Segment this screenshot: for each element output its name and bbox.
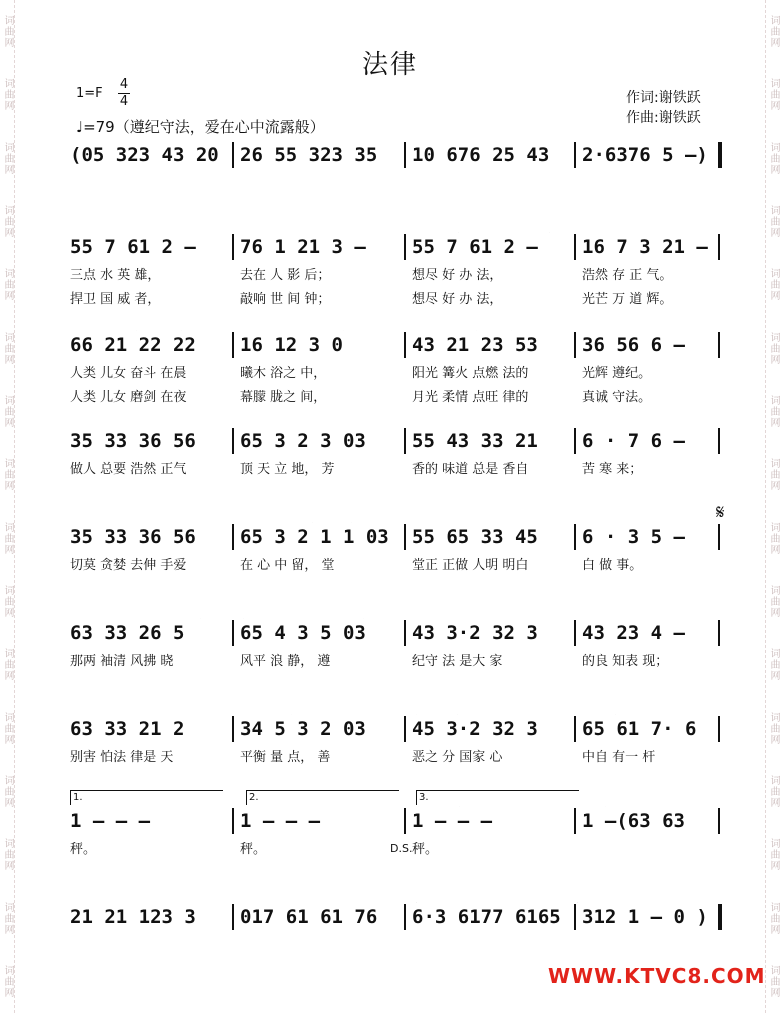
lyric-segment: 想尽 好 办 法， <box>412 268 503 283</box>
measure: 16 12 3 0 <box>240 334 343 356</box>
lyric-segment: 香的 味道 总是 香自 <box>412 462 529 477</box>
measure: 1 – – – <box>412 810 493 832</box>
lyric-segment: 秤。 <box>70 842 97 857</box>
side-watermark-text: 词曲网 <box>768 774 779 808</box>
notation-line <box>66 232 726 262</box>
side-watermark-text: 词曲网 <box>2 395 13 429</box>
side-watermark-text: 词曲网 <box>2 584 13 618</box>
measure: 6 · 7 6 – <box>582 430 685 452</box>
lyric-segment: 浩然 存 正 气。 <box>582 268 673 283</box>
volta-bracket: 1. <box>70 790 223 805</box>
lyric-segment: 堂正 正做 人明 明白 <box>412 558 529 573</box>
measure: 65 4 3 5 03 <box>240 622 366 644</box>
lyric-segment: 顶 天 立 地， 芳 <box>240 462 335 477</box>
side-watermark-text: 词曲网 <box>2 648 13 682</box>
barline <box>718 904 722 930</box>
lyric-segment: 平衡 量 点， 善 <box>240 750 331 765</box>
lyrics-line <box>66 840 726 860</box>
barline <box>574 142 576 168</box>
slur-mark <box>458 232 550 239</box>
barline <box>574 428 576 454</box>
volta-bracket: 2. <box>246 790 399 805</box>
song-title: 法律 <box>361 50 418 80</box>
lyrics-line <box>66 556 726 576</box>
measure: 55 43 33 21 <box>412 430 538 452</box>
side-watermark-text: 词曲网 <box>2 205 13 239</box>
lyric-segment: 中自 有一 杆 <box>582 750 656 765</box>
lyric-segment: 幕朦 胧之 间， <box>240 390 327 405</box>
side-watermark-text: 词曲网 <box>768 78 779 112</box>
barline <box>232 234 234 260</box>
side-watermark-text: 词曲网 <box>768 584 779 618</box>
composer-credit: 作曲:谢铁跃 <box>626 110 701 126</box>
measure: 55 7 61 2 – <box>70 236 196 258</box>
side-watermark-text: 词曲网 <box>768 458 779 492</box>
side-watermark-right <box>765 0 780 1013</box>
barline <box>232 428 234 454</box>
slur-mark <box>610 330 640 337</box>
lyricist-credit: 作词:谢铁跃 <box>626 90 701 106</box>
slur-mark <box>266 806 296 813</box>
dal-segno-mark: D.S. <box>390 842 413 855</box>
measure: 36 56 6 – <box>582 334 685 356</box>
lyrics-line <box>66 748 726 768</box>
notation-line <box>66 714 726 744</box>
side-watermark-text: 词曲网 <box>768 711 779 745</box>
measure: 35 33 36 56 <box>70 526 196 548</box>
segno-icon: 𝄋 <box>716 500 725 524</box>
measure: 312 1 – 0 ) <box>582 906 708 928</box>
notation-line <box>66 522 726 552</box>
barline <box>404 428 406 454</box>
side-watermark-text: 词曲网 <box>768 648 779 682</box>
site-watermark: WWW.KTVC8.COM <box>548 964 766 988</box>
barline <box>718 234 720 260</box>
side-watermark-text: 词曲网 <box>768 521 779 555</box>
measure: 2·6376 5 –) <box>582 144 708 166</box>
side-watermark-text: 词曲网 <box>2 521 13 555</box>
credits <box>626 88 701 128</box>
lyrics-line <box>66 266 726 286</box>
measure: 63 33 26 5 <box>70 622 185 644</box>
barline <box>404 524 406 550</box>
measure: 55 65 33 45 <box>412 526 538 548</box>
notation-line <box>66 806 726 836</box>
lyric-segment: 别害 怕法 律是 天 <box>70 750 174 765</box>
slur-mark <box>582 806 606 813</box>
lyric-segment: 想尽 好 办 法， <box>412 292 503 307</box>
lyric-segment: 敲响 世 间 钟； <box>240 292 331 307</box>
barline <box>718 332 720 358</box>
slur-mark <box>200 618 244 625</box>
lyric-segment: 的良 知表 现； <box>582 654 669 669</box>
lyric-segment: 切莫 贪婪 去伸 手爱 <box>70 558 187 573</box>
barline <box>404 142 406 168</box>
side-watermark-text: 词曲网 <box>2 901 13 935</box>
slur-mark <box>574 714 616 721</box>
slur-mark <box>418 806 460 813</box>
notation-line <box>66 902 726 932</box>
barline <box>404 234 406 260</box>
lyric-segment: 人类 儿女 奋斗 在晨 <box>70 366 187 381</box>
lyric-segment: 风平 浪 静， 遵 <box>240 654 331 669</box>
barline <box>718 620 720 646</box>
barline <box>574 234 576 260</box>
measure: 66 21 22 22 <box>70 334 196 356</box>
side-watermark-text: 词曲网 <box>2 838 13 872</box>
barline <box>718 142 722 168</box>
lyrics-line <box>66 290 726 310</box>
tempo-marking: ♩=79（遵纪守法，爱在心中流露般） <box>76 118 325 136</box>
slur-mark <box>416 902 578 909</box>
barline <box>574 332 576 358</box>
measure: 55 7 61 2 – <box>412 236 538 258</box>
side-watermark-text: 词曲网 <box>768 15 779 49</box>
side-watermark-text: 词曲网 <box>768 268 779 302</box>
side-watermark-text: 词曲网 <box>768 205 779 239</box>
barline <box>574 524 576 550</box>
lyric-segment: 纪守 法 是大 家 <box>412 654 503 669</box>
measure: 65 61 7· 6 <box>582 718 697 740</box>
barline <box>718 428 720 454</box>
measure: 43 3·2 32 3 <box>412 622 538 644</box>
barline <box>574 808 576 834</box>
side-watermark-text: 词曲网 <box>2 774 13 808</box>
time-signature-bottom: 4 <box>119 94 129 109</box>
side-watermark-text: 词曲网 <box>2 458 13 492</box>
lyric-segment: 真诚 守法。 <box>582 390 652 405</box>
side-watermark-text: 词曲网 <box>2 78 13 112</box>
slur-mark <box>264 714 292 721</box>
barline <box>404 716 406 742</box>
measure: 10 676 25 43 <box>412 144 550 166</box>
measure: 34 5 3 2 03 <box>240 718 366 740</box>
lyric-segment: 在 心 中 留， 堂 <box>240 558 335 573</box>
side-watermark-text: 词曲网 <box>2 268 13 302</box>
side-watermark-text: 词曲网 <box>2 141 13 175</box>
lyric-segment: 秤。 <box>412 842 439 857</box>
measure: 35 33 36 56 <box>70 430 196 452</box>
lyric-segment: 光芒 万 道 辉。 <box>582 292 673 307</box>
volta-bracket: 3. <box>416 790 579 805</box>
lyric-segment: 恶之 分 国家 心 <box>412 750 503 765</box>
lyric-segment: 阳光 篝火 点燃 法的 <box>412 366 529 381</box>
side-watermark-text: 词曲网 <box>768 901 779 935</box>
lyric-segment: 捍卫 国 威 者， <box>70 292 161 307</box>
side-watermark-text: 词曲网 <box>768 141 779 175</box>
lyrics-line <box>66 364 726 384</box>
slur-mark <box>136 330 182 337</box>
barline <box>718 524 720 550</box>
lyric-segment: 做人 总要 浩然 正气 <box>70 462 187 477</box>
measure: 1 – – – <box>240 810 321 832</box>
side-watermark-text: 词曲网 <box>768 331 779 365</box>
lyric-segment: 曦木 浴之 中， <box>240 366 327 381</box>
measure: 65 3 2 3 03 <box>240 430 366 452</box>
barline <box>404 904 406 930</box>
slur-mark <box>310 330 344 337</box>
measure: 1 – – – <box>70 810 151 832</box>
barline <box>232 142 234 168</box>
slur-mark <box>312 522 352 529</box>
lyric-segment: 月光 柔情 点旺 律的 <box>412 390 529 405</box>
notation-line <box>66 140 726 170</box>
barline <box>232 332 234 358</box>
measure: 017 61 61 76 <box>240 906 378 928</box>
notation-line <box>66 330 726 360</box>
measure: 63 33 21 2 <box>70 718 185 740</box>
measure: 21 21 123 3 <box>70 906 196 928</box>
barline <box>404 620 406 646</box>
measure: 26 55 323 35 <box>240 144 378 166</box>
lyric-segment: 三点 水 英 雄， <box>70 268 161 283</box>
lyric-segment: 秤。 <box>240 842 267 857</box>
key-signature: 1=F <box>76 86 103 101</box>
lyrics-line <box>66 460 726 480</box>
slur-mark <box>416 714 458 721</box>
barline <box>232 904 234 930</box>
slur-mark <box>476 330 512 337</box>
side-watermark-text: 词曲网 <box>2 964 13 998</box>
measure: 6 · 3 5 – <box>582 526 685 548</box>
lyrics-line <box>66 388 726 408</box>
lyric-segment: 那两 袖清 风拂 晓 <box>70 654 174 669</box>
measure: 6·3 6177 6165 <box>412 906 561 928</box>
barline <box>574 620 576 646</box>
barline <box>718 808 720 834</box>
notation-line <box>66 426 726 456</box>
side-watermark-text: 词曲网 <box>2 15 13 49</box>
measure: (05 323 43 20 <box>70 144 219 166</box>
measure: 76 1 21 3 – <box>240 236 366 258</box>
measure: 43 23 4 – <box>582 622 685 644</box>
measure: 1 –(63 63 <box>582 810 685 832</box>
lyric-segment: 白 做 事。 <box>582 558 643 573</box>
lyric-segment: 人类 儿女 磨剑 在夜 <box>70 390 187 405</box>
slur-mark <box>336 618 364 625</box>
side-watermark-text: 词曲网 <box>768 395 779 429</box>
measure: 45 3·2 32 3 <box>412 718 538 740</box>
barline <box>718 716 720 742</box>
side-watermark-text: 词曲网 <box>2 711 13 745</box>
measure: 16 7 3 21 – <box>582 236 708 258</box>
lyrics-line <box>66 652 726 672</box>
time-signature <box>118 78 130 109</box>
barline <box>404 332 406 358</box>
barline <box>404 808 406 834</box>
side-watermark-text: 词曲网 <box>768 838 779 872</box>
barline <box>232 808 234 834</box>
notation-line <box>66 618 726 648</box>
lyric-segment: 去在 人 影 后； <box>240 268 331 283</box>
barline <box>232 716 234 742</box>
measure: 43 21 23 53 <box>412 334 538 356</box>
time-signature-top: 4 <box>119 77 129 92</box>
measure: 65 3 2 1 1 03 <box>240 526 389 548</box>
side-watermark-left <box>0 0 15 1013</box>
barline <box>232 524 234 550</box>
lyric-segment: 光辉 遵纪。 <box>582 366 652 381</box>
lyric-segment: 苦 寒 来； <box>582 462 643 477</box>
side-watermark-text: 词曲网 <box>2 331 13 365</box>
side-watermark-text: 词曲网 <box>768 964 779 998</box>
